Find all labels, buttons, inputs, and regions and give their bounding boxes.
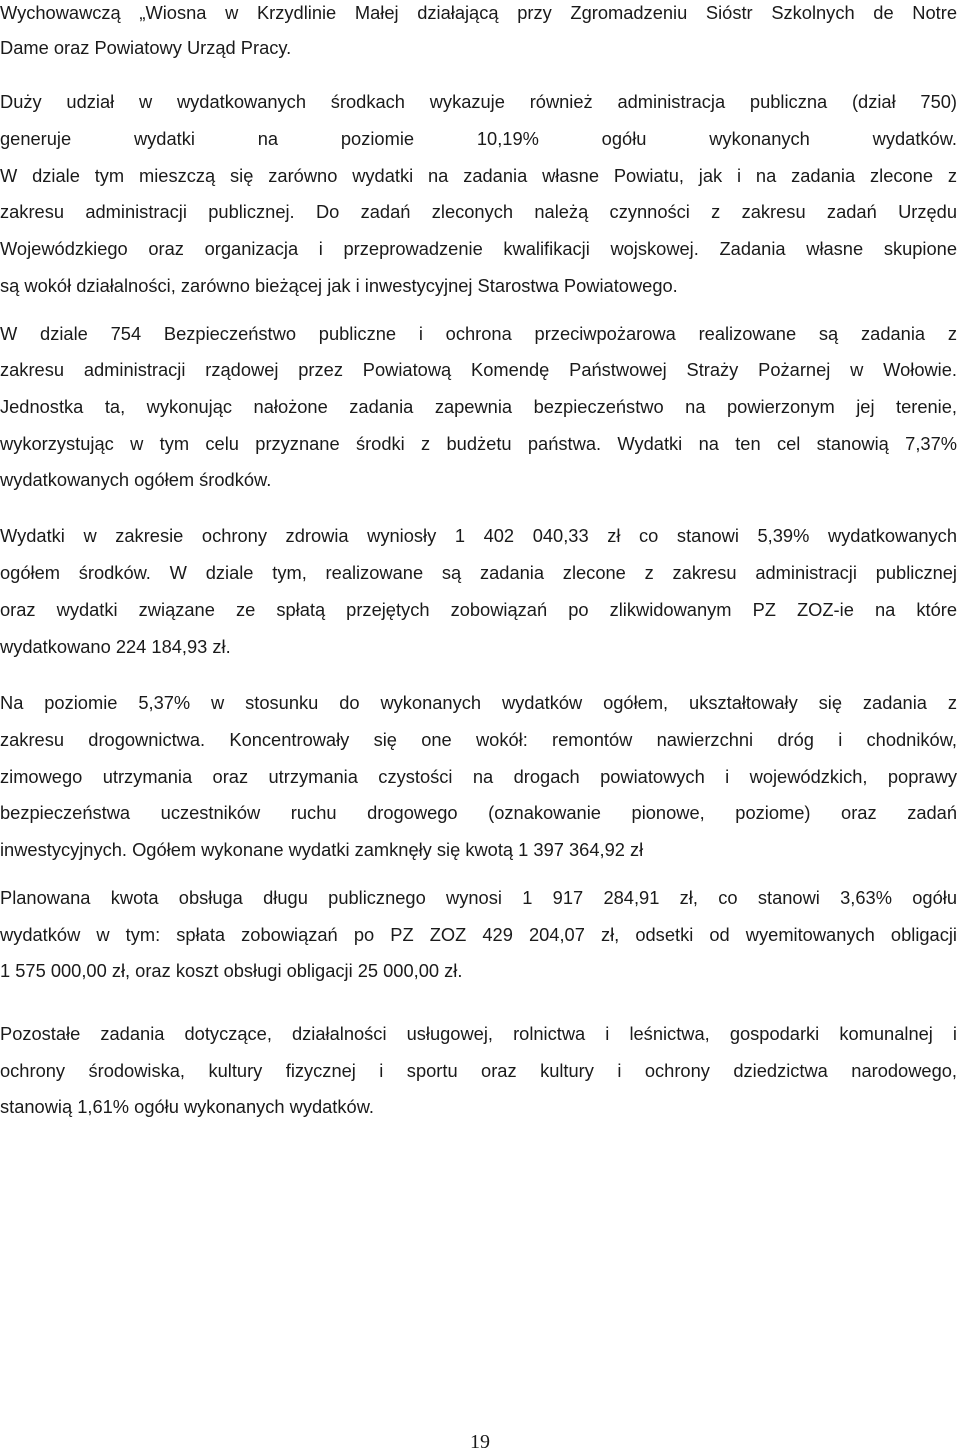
text-line: inwestycyjnych. Ogółem wykonane wydatki zamknęły się kwotą 1 397 364,92 zł (0, 839, 644, 860)
text-line: wydatkowano 224 184,93 zł. (0, 636, 231, 657)
text-line: Jednostka ta, wykonując nałożone zadania zapewnia bezpieczeństwo na powierzonym jej terenie, (0, 396, 957, 417)
page-number: 19 (470, 1431, 490, 1453)
text-line: 1 575 000,00 zł, oraz koszt obsługi obligacji 25 000,00 zł. (0, 960, 463, 981)
text-line: stanowią 1,61% ogółu wykonanych wydatków. (0, 1096, 374, 1117)
text-line: W dziale tym mieszczą się zarówno wydatki na zadania własne Powiatu, jak i na zadania zlecone z (0, 165, 957, 186)
text-line: Wydatki w zakresie ochrony zdrowia wyniosły 1 402 040,33 zł co stanowi 5,39% wydatkowanych (0, 525, 957, 546)
text-line: są wokół działalności, zarówno bieżącej jak i inwestycyjnej Starostwa Powiatowego. (0, 275, 678, 296)
text-line: Wojewódzkiego oraz organizacja i przeprowadzenie kwalifikacji wojskowej. Zadania własne skupione (0, 238, 957, 259)
text-line: Na poziomie 5,37% w stosunku do wykonanych wydatków ogółem, ukształtowały się zadania z (0, 692, 957, 713)
text-line: oraz wydatki związane ze spłatą przejętych zobowiązań po zlikwidowanym PZ ZOZ-ie na które (0, 599, 957, 620)
text-line: zakresu administracji rządowej przez Powiatową Komendę Państwowej Straży Pożarnej w Wołowie. (0, 359, 957, 380)
text-line: zakresu drogownictwa. Koncentrowały się one wokół: remontów nawierzchni dróg i chodników, (0, 729, 957, 750)
text-line: Wychowawczą „Wiosna w Krzydlinie Małej działającą przy Zgromadzeniu Sióstr Szkolnych de Notre (0, 2, 957, 23)
text-line: bezpieczeństwa uczestników ruchu drogowego (oznakowanie pionowe, poziome) oraz zadań (0, 802, 957, 823)
text-line: wykorzystując w tym celu przyznane środki z budżetu państwa. Wydatki na ten cel stanowią 7,37% (0, 433, 957, 454)
text-line: ochrony środowiska, kultury fizycznej i sportu oraz kultury i ochrony dziedzictwa narodowego, (0, 1060, 957, 1081)
text-line: wydatkowanych ogółem środków. (0, 469, 272, 490)
text-line: Duży udział w wydatkowanych środkach wykazuje również administracja publiczna (dział 750) (0, 91, 957, 112)
text-line: W dziale 754 Bezpieczeństwo publiczne i ochrona przeciwpożarowa realizowane są zadania z (0, 323, 957, 344)
text-line: Pozostałe zadania dotyczące, działalności usługowej, rolnictwa i leśnictwa, gospodarki komunalnej i (0, 1023, 957, 1044)
text-line: ogółem środków. W dziale tym, realizowane są zadania zlecone z zakresu administracji publicznej (0, 562, 957, 583)
text-line: Dame oraz Powiatowy Urząd Pracy. (0, 37, 292, 58)
text-line: zakresu administracji publicznej. Do zadań zleconych należą czynności z zakresu zadań Urzędu (0, 201, 957, 222)
text-line: Planowana kwota obsługa długu publicznego wynosi 1 917 284,91 zł, co stanowi 3,63% ogółu (0, 887, 957, 908)
text-line: generuje wydatki na poziomie 10,19% ogółu wykonanych wydatków. (0, 128, 957, 149)
text-line: wydatków w tym: spłata zobowiązań po PZ ZOZ 429 204,07 zł, odsetki od wyemitowanych obligacji (0, 924, 957, 945)
text-line: zimowego utrzymania oraz utrzymania czystości na drogach powiatowych i wojewódzkich, poprawy (0, 766, 957, 787)
